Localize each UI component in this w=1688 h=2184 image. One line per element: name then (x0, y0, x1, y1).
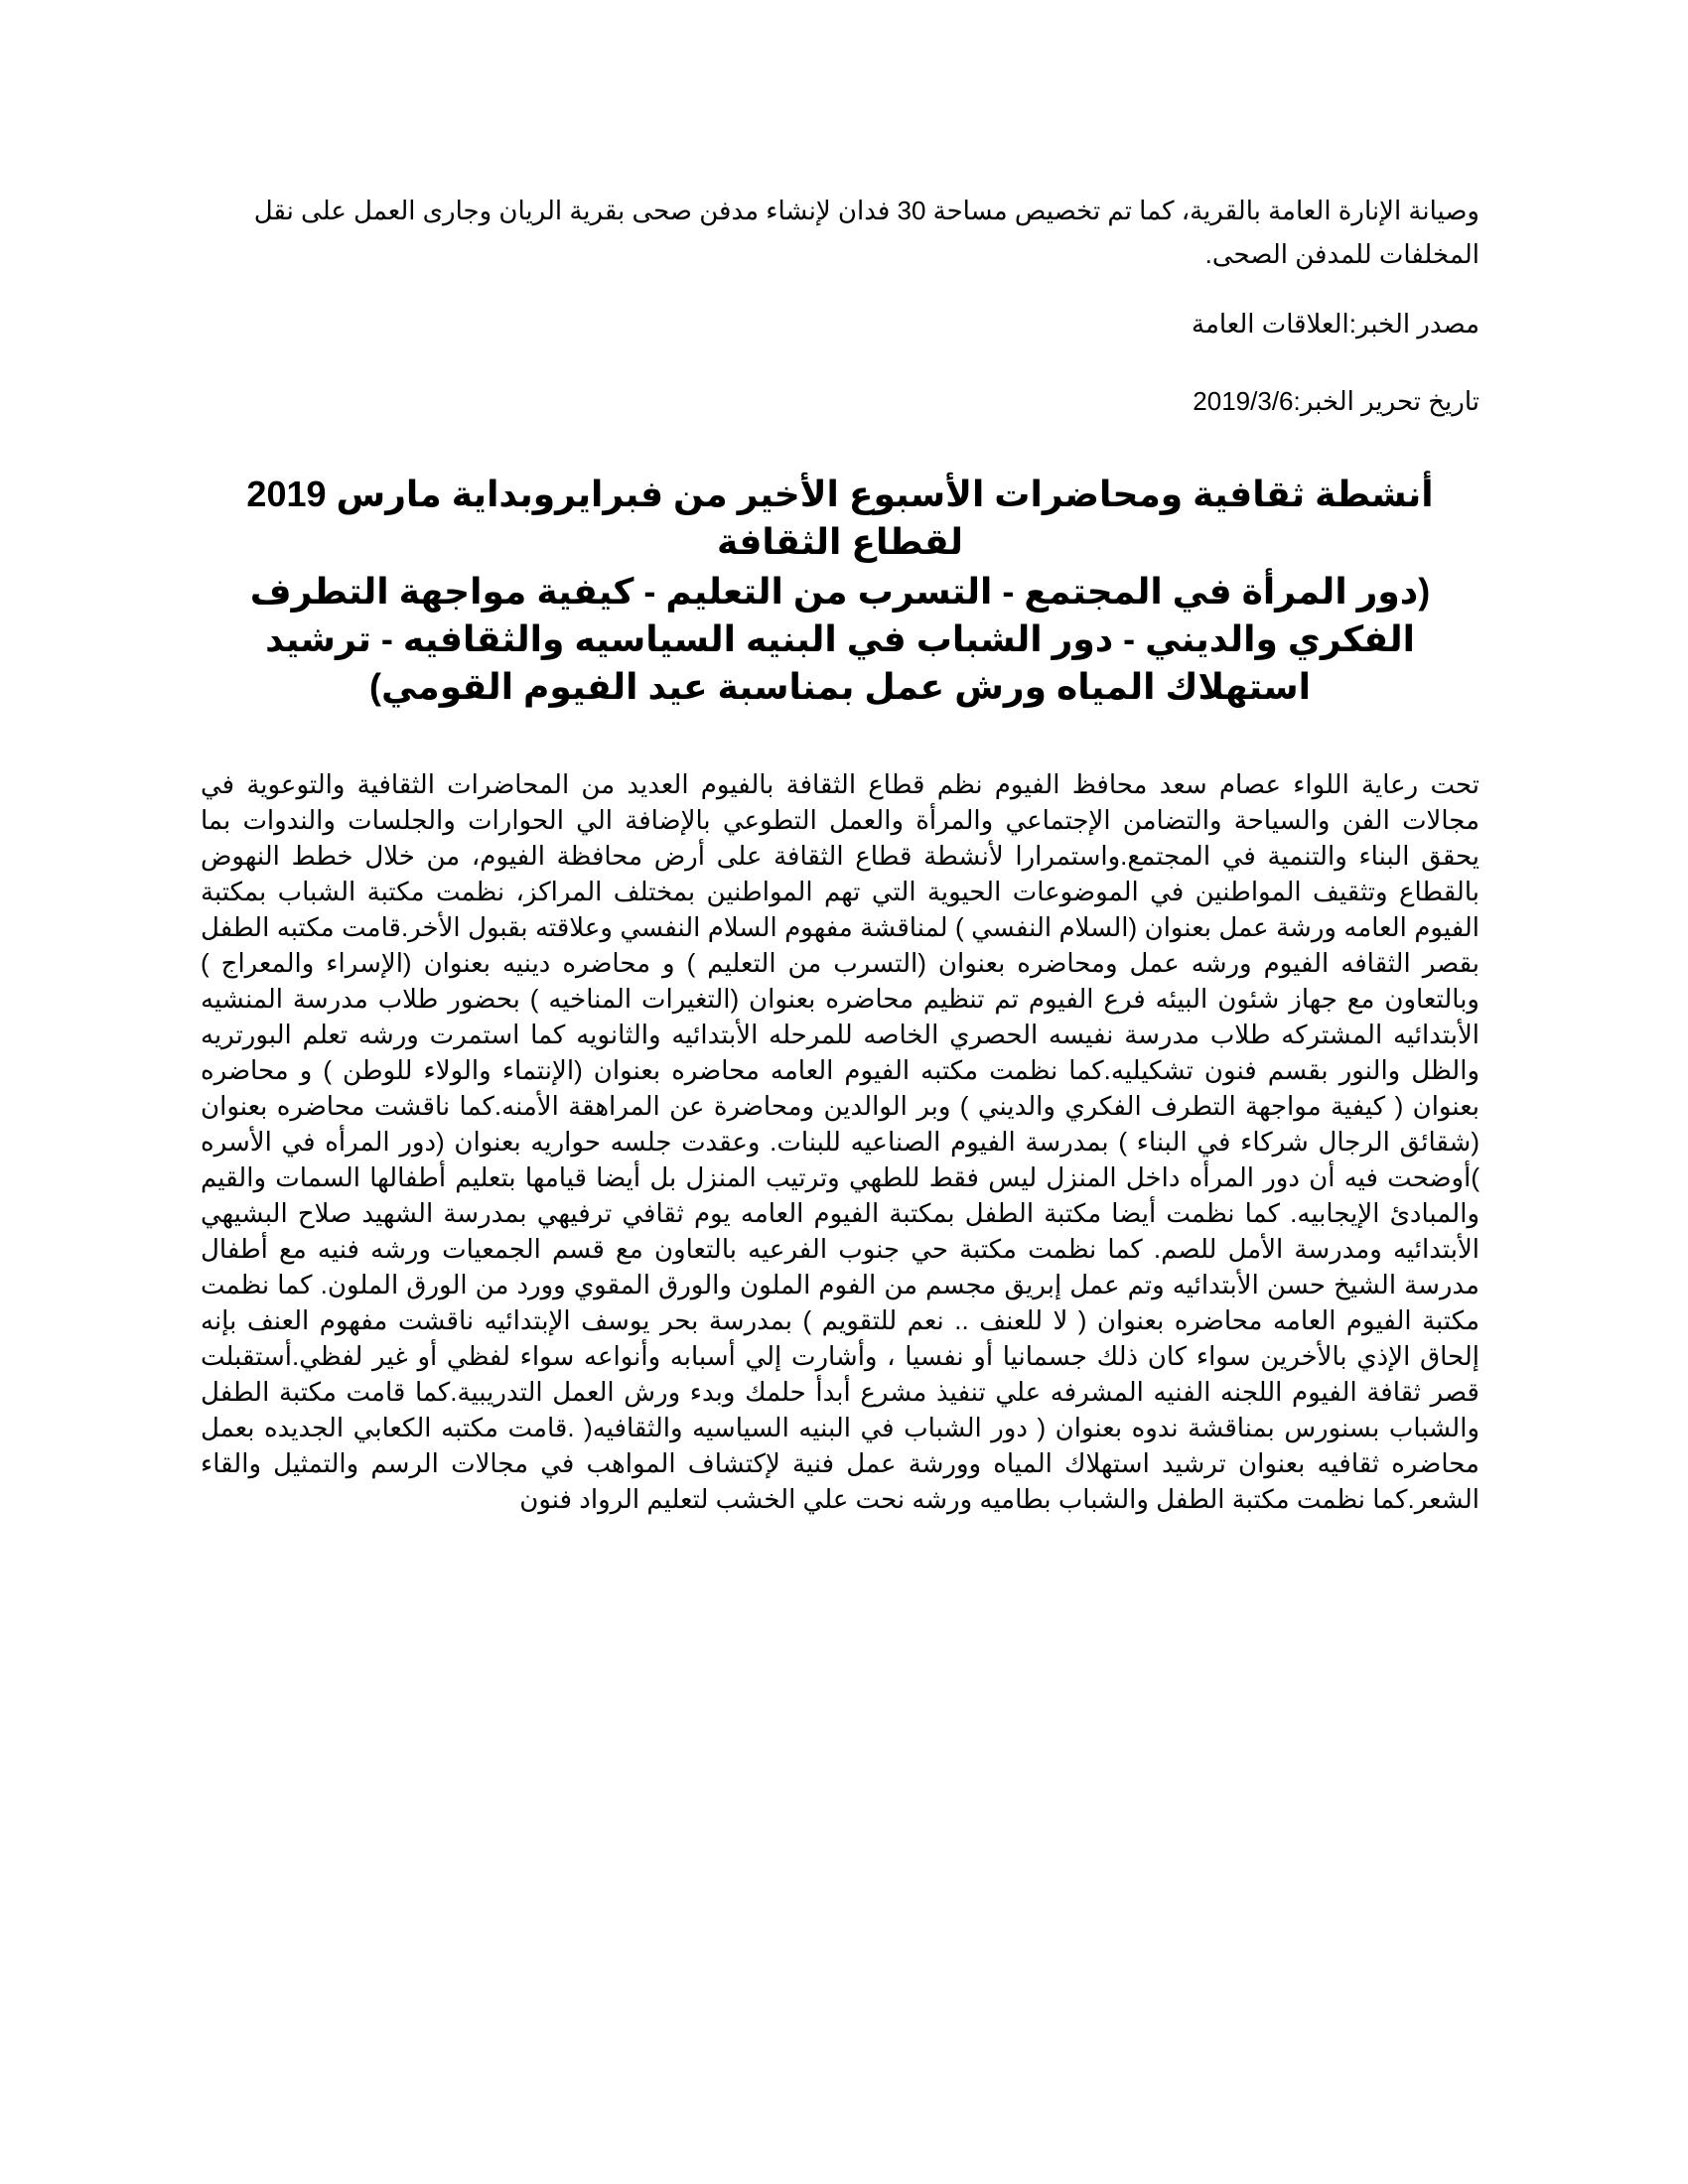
document-page (201, 189, 1479, 1517)
edit-date: تاريخ تحرير الخبر:2019/3/6 (1193, 386, 1479, 416)
news-source: مصدر الخبر:العلاقات العامة (1192, 309, 1479, 339)
subheadline: (دور المرأة في المجتمع - التسرب من التعليم - كيفية مواجهة التطرف الفكري والديني - دور الشباب في البنيه السياسيه والثقافيه - ترشيد استهلاك المياه ورش عمل بمناسبة عيد الفيوم القومي) (249, 571, 1431, 707)
intro-paragraph: وصيانة الإنارة العامة بالقرية، كما تم تخصيص مساحة 30 فدان لإنشاء مدفن صحى بقرية الريان وجارى العمل على نقل المخلفات للمدفن الصحى. (253, 196, 1479, 269)
headline: أنشطة ثقافية ومحاضرات الأسبوع الأخير من فبرايروبداية مارس 2019 لقطاع الثقافة (246, 474, 1434, 562)
body-paragraph: تحت رعاية اللواء عصام سعد محافظ الفيوم نظم قطاع الثقافة بالفيوم العديد من المحاضرات الثقافية والتوعوية في مجالات الفن والسياحة والتضامن الإجتماعي والمرأة والعمل التطوعي بالإضافة الي الحوارات والجلسات والندوات بما يحقق البناء والتنمية في المجتمع.واستمرارا لأنشطة قطاع الثقافة على أرض محافظة الفيوم، من خلال خطط النهوض بالقطاع وتثقيف المواطنين في الموضوعات الحيوية التي تهم المواطنين بمختلف المراكز، نظمت مكتبة الشباب بمكتبة الفيوم العامه ورشة عمل بعنوان (السلام النفسي ) لمناقشة مفهوم السلام النفسي وعلاقته بقبول الأخر.قامت مكتبه الطفل بقصر الثقافه الفيوم ورشه عمل ومحاضره بعنوان (التسرب من التعليم ) و محاضره دينيه بعنوان (الإسراء والمعراج ) وبالتعاون مع جهاز شئون البيئه فرع الفيوم تم تنظيم محاضره بعنوان (التغيرات المناخيه ) بحضور طلاب مدرسة المنشيه الأبتدائيه المشتركه طلاب مدرسة نفيسه الحصري الخاصه للمرحله الأبتدائيه والثانويه كما استمرت ورشه تعلم البورتريه والظل والنور بقسم فنون تشكيليه.كما نظمت مكتبه الفيوم العامه محاضره بعنوان (الإنتماء والولاء للوطن ) و محاضره بعنوان ( كيفية مواجهة التطرف الفكري والديني ) وبر الوالدين ومحاضرة عن المراهقة الأمنه.كما ناقشت محاضره بعنوان (شقائق الرجال شركاء في البناء ) بمدرسة الفيوم الصناعيه للبنات. وعقدت جلسه حواريه بعنوان (دور المرأه في الأسره )أوضحت فيه أن دور المرأه داخل المنزل ليس فقط للطهي وترتيب المنزل بل أيضا قيامها بتعليم أطفالها السمات والقيم والمبادئ الإيجابيه. كما نظمت أيضا مكتبة الطفل بمكتبة الفيوم العامه يوم ثقافي ترفيهي بمدرسة الشهيد صلاح البشيهي الأبتدائيه ومدرسة الأمل للصم. كما نظمت مكتبة حي جنوب الفرعيه بالتعاون مع قسم الجمعيات ورشه فنيه مع أطفال مدرسة الشيخ حسن الأبتدائيه وتم عمل إبريق مجسم من الفوم الملون والورق المقوي وورد من الورق الملون. كما نظمت مكتبة الفيوم العامه محاضره بعنوان ( لا للعنف .. نعم للتقويم ) بمدرسة بحر يوسف الإبتدائيه ناقشت مفهوم العنف بإنه إلحاق الإذي بالأخرين سواء كان ذلك جسمانيا أو نفسيا ، وأشارت إلي أسبابه وأنواعه سواء لفظي أو غير لفظي.أستقبلت قصر ثقافة الفيوم اللجنه الفنيه المشرفه علي تنفيذ مشرع أبدأ حلمك وبدء ورش العمل التدريبية.كما قامت مكتبة الطفل والشباب بسنورس بمناقشة ندوه بعنوان ( دور الشباب في البنيه السياسيه والثقافيه( .قامت مكتبه الكعابي الجديده بعمل محاضره ثقافيه بعنوان ترشيد استهلاك المياه وورشة عمل فنية لإكتشاف المواهب في مجالات الرسم والتمثيل والقاء الشعر.كما نظمت مكتبة الطفل والشباب بطاميه ورشه نحت علي الخشب لتعليم الرواد فنون (201, 769, 1479, 1514)
